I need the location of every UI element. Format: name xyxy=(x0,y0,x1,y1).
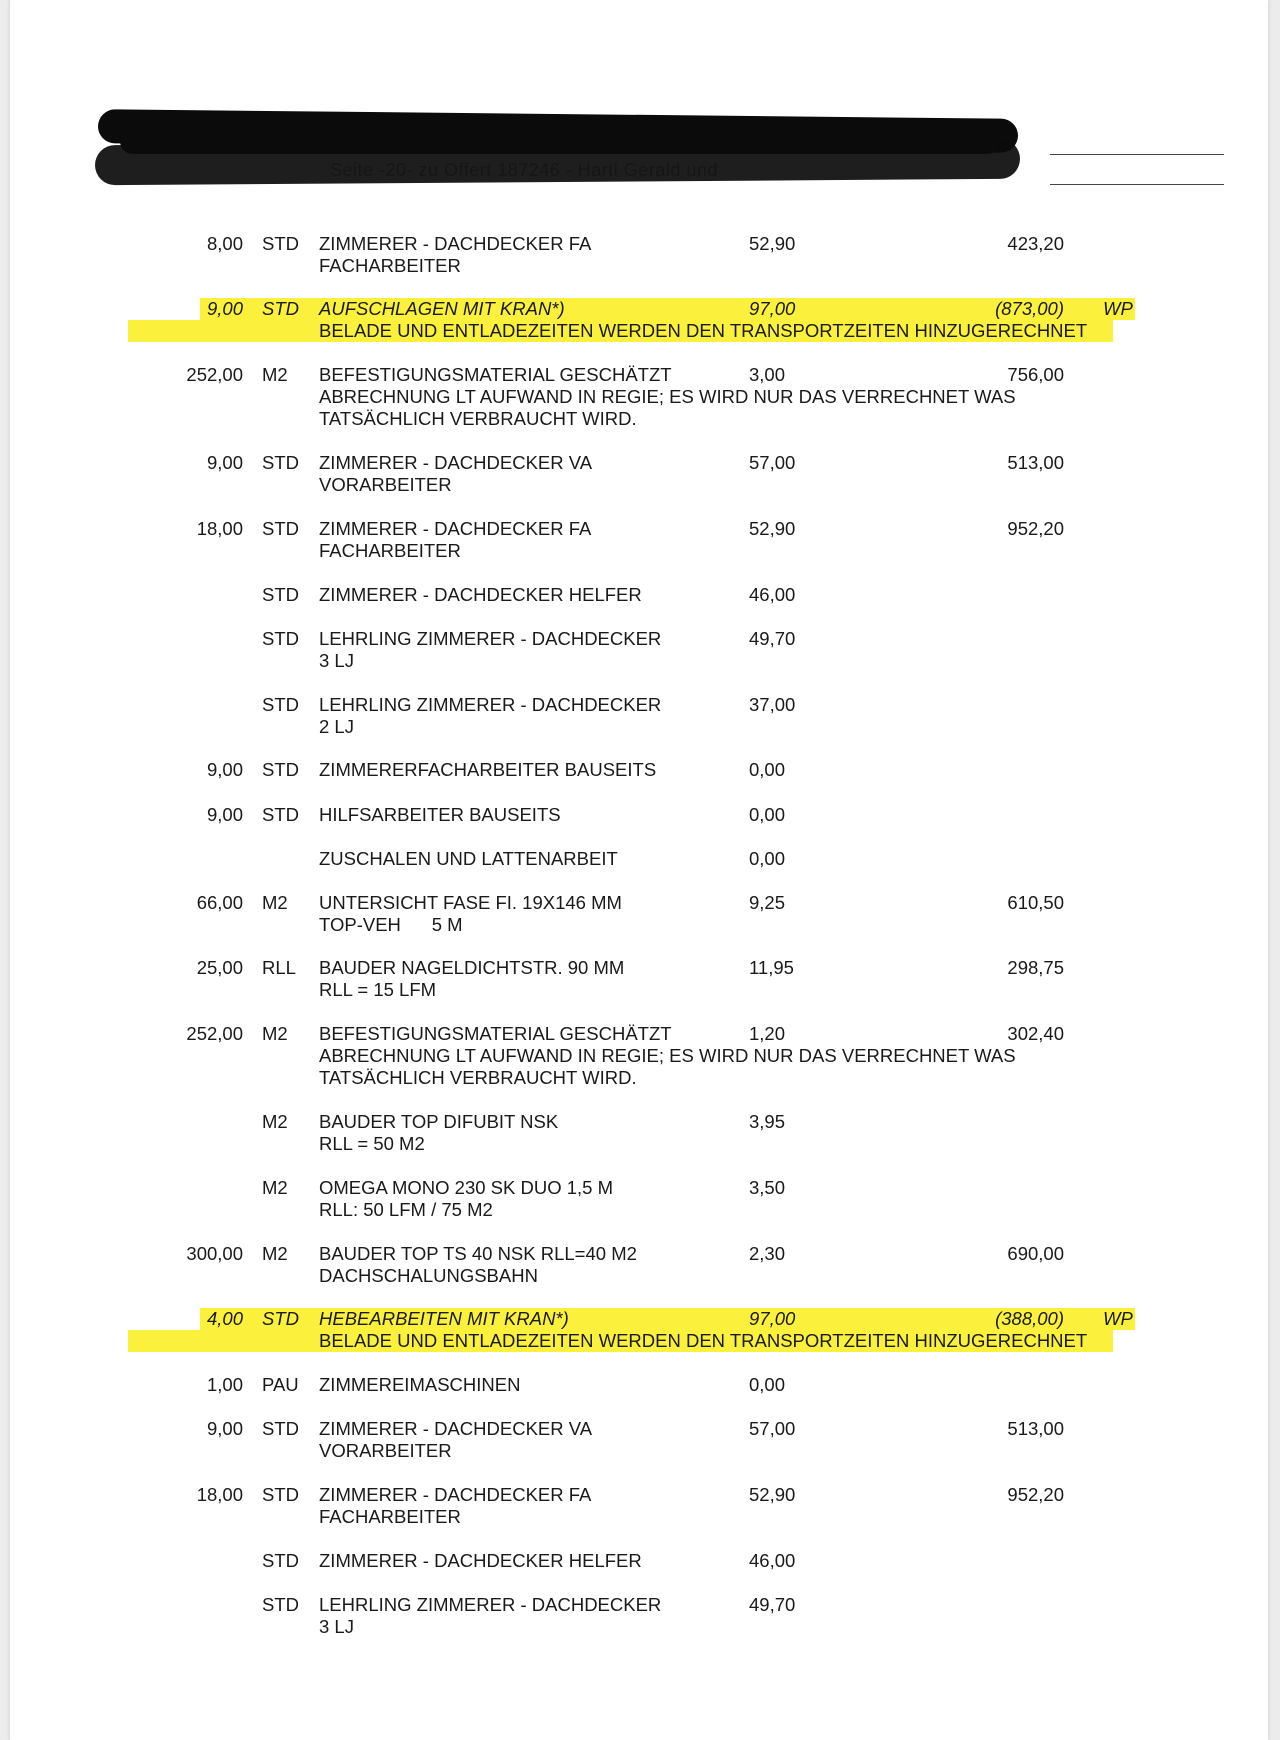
quantity: 18,00 xyxy=(196,1484,243,1505)
description: ZIMMERER - DACHDECKER FA xyxy=(319,233,592,254)
line-item-row xyxy=(0,1418,1280,1462)
quantity: 9,00 xyxy=(206,804,243,825)
line-item-row xyxy=(0,1023,1280,1089)
unit: STD xyxy=(262,518,299,539)
description-line: 3 LJ xyxy=(319,650,354,671)
unit-price: 46,00 xyxy=(749,1550,796,1571)
description-line: ABRECHNUNG LT AUFWAND IN REGIE; ES WIRD NUR DAS VERRECHNET WAS xyxy=(319,386,1016,407)
unit-price: 3,50 xyxy=(749,1177,786,1198)
unit-price: 57,00 xyxy=(749,452,796,473)
description: LEHRLING ZIMMERER - DACHDECKER xyxy=(319,628,662,649)
description: BAUDER TOP TS 40 NSK RLL=40 M2 xyxy=(319,1243,637,1264)
description-line: VORARBEITER xyxy=(319,474,452,495)
quantity: 18,00 xyxy=(196,518,243,539)
description-line: VORARBEITER xyxy=(319,1440,452,1461)
unit: STD xyxy=(262,1418,299,1439)
line-item-row xyxy=(0,957,1280,1001)
unit: M2 xyxy=(262,1023,288,1044)
line-total: 690,00 xyxy=(1007,1243,1064,1264)
unit: M2 xyxy=(262,364,288,385)
unit-price: 37,00 xyxy=(749,694,796,715)
unit-price: 11,95 xyxy=(749,957,794,978)
description: BEFESTIGUNGSMATERIAL GESCHÄTZT xyxy=(319,1023,672,1044)
line-item-row xyxy=(0,759,1280,781)
description: ZIMMERER - DACHDECKER VA xyxy=(319,1418,593,1439)
line-item-row xyxy=(0,1484,1280,1528)
header-rule-top xyxy=(1050,154,1224,155)
flag-label: WP xyxy=(1103,298,1133,319)
description-line: 3 LJ xyxy=(319,1616,354,1637)
unit-price: 0,00 xyxy=(749,804,786,825)
line-total: (388,00) xyxy=(995,1308,1064,1329)
unit: M2 xyxy=(262,892,288,913)
unit-price: 49,70 xyxy=(749,1594,796,1615)
unit: STD xyxy=(262,694,299,715)
unit-price: 46,00 xyxy=(749,584,796,605)
quantity: 4,00 xyxy=(206,1308,243,1329)
quantity: 300,00 xyxy=(186,1243,243,1264)
description-line: BELADE UND ENTLADEZEITEN WERDEN DEN TRANSPORTZEITEN HINZUGERECHNET xyxy=(319,320,1088,341)
quantity: 252,00 xyxy=(186,364,243,385)
line-item-row xyxy=(0,1594,1280,1638)
unit: STD xyxy=(262,584,299,605)
quantity: 9,00 xyxy=(206,298,243,319)
description: BEFESTIGUNGSMATERIAL GESCHÄTZT xyxy=(319,364,672,385)
unit-price: 52,90 xyxy=(749,233,796,254)
header-rule-bottom xyxy=(1050,184,1224,185)
description: BAUDER TOP DIFUBIT NSK xyxy=(319,1111,559,1132)
unit-price: 3,00 xyxy=(749,364,786,385)
line-item-row xyxy=(0,628,1280,672)
line-total: 513,00 xyxy=(1007,452,1064,473)
unit: M2 xyxy=(262,1177,288,1198)
line-total: 513,00 xyxy=(1007,1418,1064,1439)
description-line: FACHARBEITER xyxy=(319,540,461,561)
unit: STD xyxy=(262,759,299,780)
line-item-row xyxy=(0,1177,1280,1221)
description-line: BELADE UND ENTLADEZEITEN WERDEN DEN TRANSPORTZEITEN HINZUGERECHNET xyxy=(319,1330,1088,1351)
line-total: 952,20 xyxy=(1007,518,1064,539)
unit: STD xyxy=(262,233,299,254)
line-item-row xyxy=(0,1308,1280,1352)
description: ZIMMEREIMASCHINEN xyxy=(319,1374,521,1395)
unit-price: 57,00 xyxy=(749,1418,796,1439)
quantity: 1,00 xyxy=(206,1374,243,1395)
unit: M2 xyxy=(262,1111,288,1132)
unit-price: 97,00 xyxy=(749,298,796,319)
unit: STD xyxy=(262,804,299,825)
unit: STD xyxy=(262,452,299,473)
line-total: 952,20 xyxy=(1007,1484,1064,1505)
unit-price: 52,90 xyxy=(749,518,796,539)
quantity: 252,00 xyxy=(186,1023,243,1044)
quantity: 9,00 xyxy=(206,452,243,473)
description-line: TATSÄCHLICH VERBRAUCHT WIRD. xyxy=(319,408,637,429)
unit-price: 49,70 xyxy=(749,628,796,649)
unit: STD xyxy=(262,1308,299,1329)
unit: STD xyxy=(262,628,299,649)
description: UNTERSICHT FASE FI. 19X146 MM xyxy=(319,892,622,913)
unit: STD xyxy=(262,1594,299,1615)
line-item-row xyxy=(0,1374,1280,1396)
unit: M2 xyxy=(262,1243,288,1264)
description-line: DACHSCHALUNGSBAHN xyxy=(319,1265,538,1286)
description: ZIMMERER - DACHDECKER HELFER xyxy=(319,1550,642,1571)
line-total: 610,50 xyxy=(1007,892,1064,913)
redaction-bar xyxy=(120,128,1000,154)
description: ZIMMERER - DACHDECKER FA xyxy=(319,1484,592,1505)
unit-price: 3,95 xyxy=(749,1111,786,1132)
description-line: RLL = 50 M2 xyxy=(319,1133,425,1154)
quantity: 9,00 xyxy=(206,759,243,780)
unit-price: 9,25 xyxy=(749,892,786,913)
description: ZIMMERER - DACHDECKER FA xyxy=(319,518,592,539)
quantity: 25,00 xyxy=(196,957,243,978)
unit-price: 0,00 xyxy=(749,848,786,869)
description: ZIMMERERFACHARBEITER BAUSEITS xyxy=(319,759,657,780)
line-item-row xyxy=(0,298,1280,342)
unit: STD xyxy=(262,1484,299,1505)
unit-price: 1,20 xyxy=(749,1023,786,1044)
description: HEBEARBEITEN MIT KRAN*) xyxy=(319,1308,569,1329)
description: AUFSCHLAGEN MIT KRAN*) xyxy=(319,298,565,319)
line-item-row xyxy=(0,1550,1280,1572)
description-line: ABRECHNUNG LT AUFWAND IN REGIE; ES WIRD NUR DAS VERRECHNET WAS xyxy=(319,1045,1016,1066)
unit: STD xyxy=(262,298,299,319)
unit-price: 0,00 xyxy=(749,1374,786,1395)
description: ZIMMERER - DACHDECKER HELFER xyxy=(319,584,642,605)
line-item-row xyxy=(0,804,1280,826)
line-item-row xyxy=(0,233,1280,277)
description-line: FACHARBEITER xyxy=(319,255,461,276)
description: LEHRLING ZIMMERER - DACHDECKER xyxy=(319,1594,662,1615)
quantity: 66,00 xyxy=(196,892,243,913)
unit: STD xyxy=(262,1550,299,1571)
description: ZIMMERER - DACHDECKER VA xyxy=(319,452,593,473)
description-line: FACHARBEITER xyxy=(319,1506,461,1527)
line-total: 756,00 xyxy=(1007,364,1064,385)
line-item-row xyxy=(0,694,1280,738)
line-item-row xyxy=(0,584,1280,606)
description-line: 2 LJ xyxy=(319,716,354,737)
flag-label: WP xyxy=(1103,1308,1133,1329)
line-item-row xyxy=(0,892,1280,936)
unit-price: 97,00 xyxy=(749,1308,796,1329)
line-item-row xyxy=(0,364,1280,430)
description: BAUDER NAGELDICHTSTR. 90 MM xyxy=(319,957,625,978)
unit-price: 2,30 xyxy=(749,1243,786,1264)
description: OMEGA MONO 230 SK DUO 1,5 M xyxy=(319,1177,614,1198)
quantity: 8,00 xyxy=(206,233,243,254)
description: ZUSCHALEN UND LATTENARBEIT xyxy=(319,848,618,869)
description: LEHRLING ZIMMERER - DACHDECKER xyxy=(319,694,662,715)
line-total: 423,20 xyxy=(1007,233,1064,254)
line-item-row xyxy=(0,518,1280,562)
description-line: TOP-VEH 5 M xyxy=(319,914,463,935)
line-total: 302,40 xyxy=(1007,1023,1064,1044)
unit: PAU xyxy=(262,1374,299,1395)
line-item-row xyxy=(0,452,1280,496)
unit: RLL xyxy=(262,957,296,978)
unit-price: 0,00 xyxy=(749,759,786,780)
description-line: RLL: 50 LFM / 75 M2 xyxy=(319,1199,493,1220)
line-item-row xyxy=(0,1243,1280,1287)
description: HILFSARBEITER BAUSEITS xyxy=(319,804,561,825)
description-line: TATSÄCHLICH VERBRAUCHT WIRD. xyxy=(319,1067,637,1088)
quantity: 9,00 xyxy=(206,1418,243,1439)
line-item-row xyxy=(0,1111,1280,1155)
line-total: (873,00) xyxy=(995,298,1064,319)
line-total: 298,75 xyxy=(1007,957,1064,978)
description-line: RLL = 15 LFM xyxy=(319,979,437,1000)
line-item-row xyxy=(0,848,1280,870)
unit-price: 52,90 xyxy=(749,1484,796,1505)
